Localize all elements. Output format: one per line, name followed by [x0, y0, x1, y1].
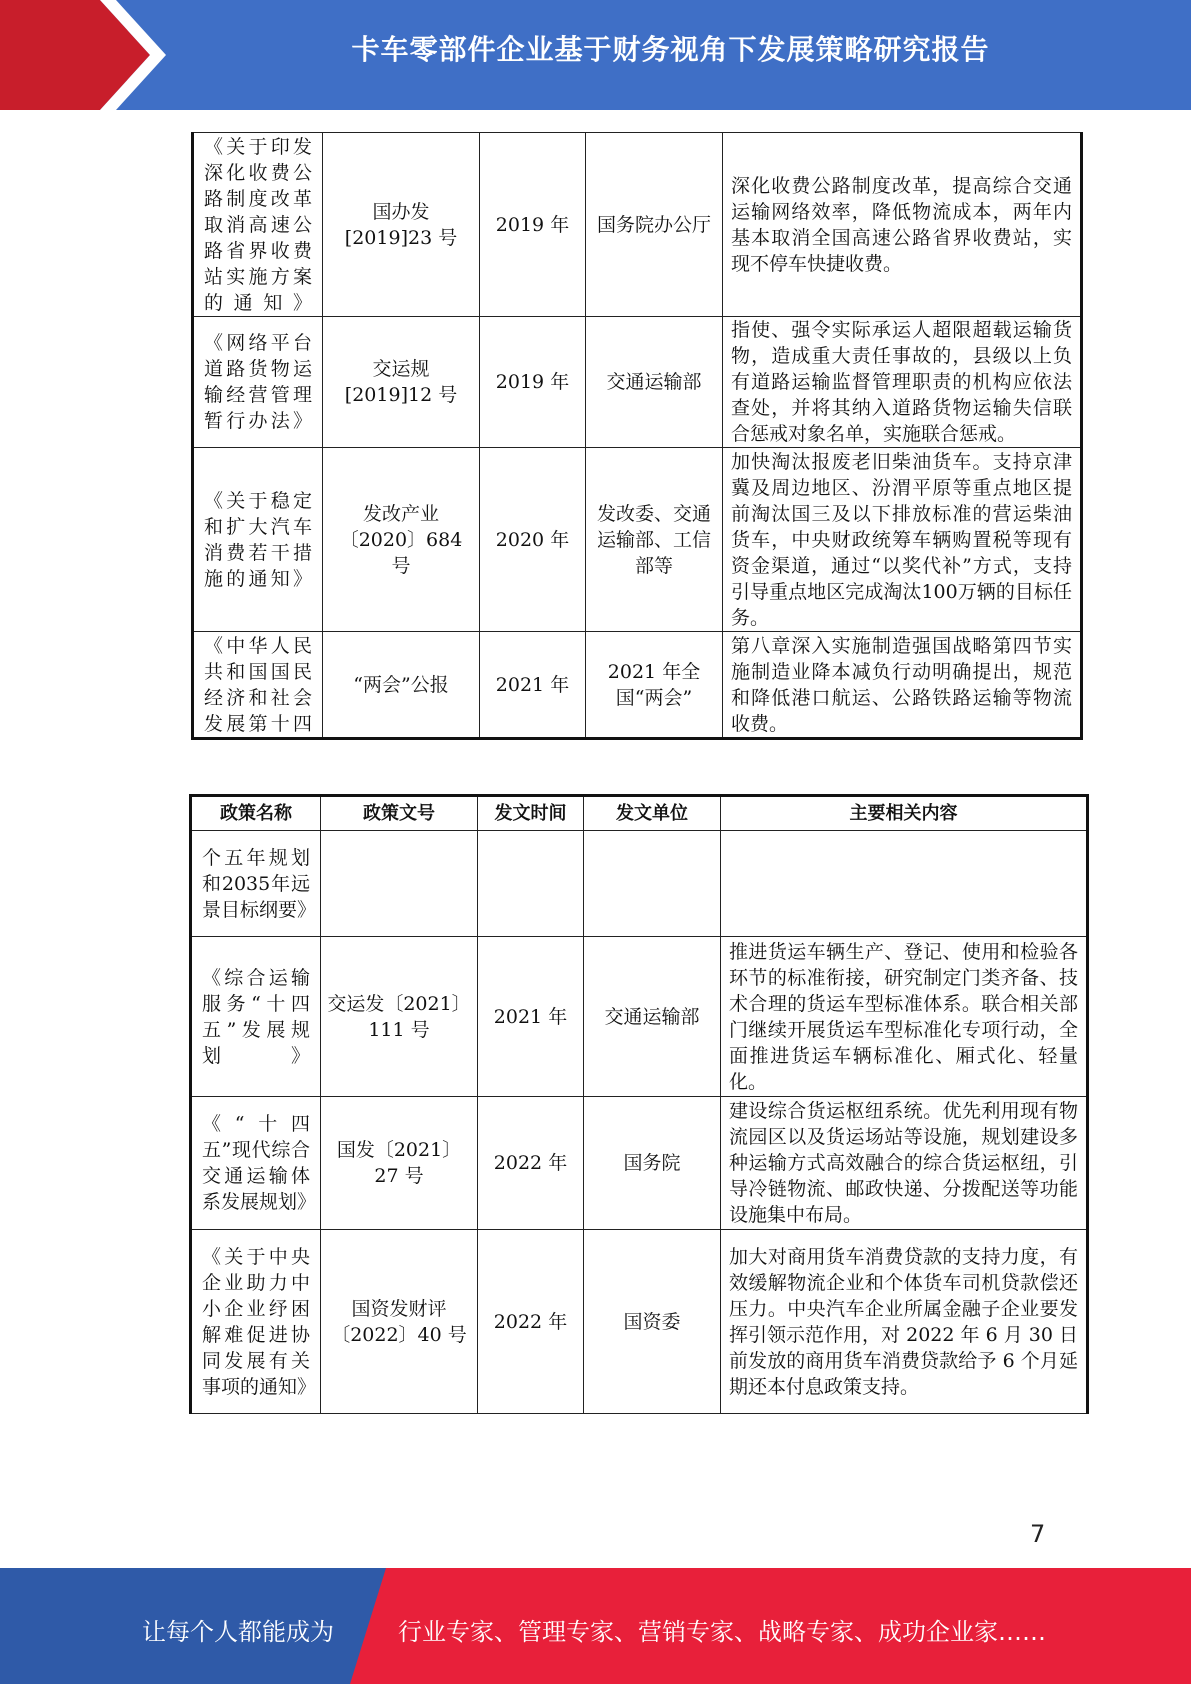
issue-year-cell	[478, 831, 584, 937]
policy-table	[189, 794, 1089, 1414]
issuer-cell	[584, 831, 721, 937]
doc-number-cell: 交运发〔2021〕111 号	[321, 937, 478, 1097]
doc-number-cell: 国办发[2019]23 号	[323, 133, 480, 317]
issue-year-cell: 2022 年	[478, 1097, 584, 1230]
table-row	[193, 317, 1082, 448]
table-header-row	[191, 796, 1088, 831]
content-cell: 推进货运车辆生产、登记、使用和检验各环节的标准衔接，研究制定门类齐备、技术合理的货运车型标准体系。联合相关部门继续开展货运车型标准化专项行动，全面推进货运车辆标准化、厢式化、轻量化。	[721, 937, 1088, 1097]
issue-year-cell: 2019 年	[480, 317, 586, 448]
policy-name-cell: 《中华人民共和国国民经济和社会发展第十四	[193, 632, 323, 739]
table-row	[193, 632, 1082, 739]
policy-table-continued	[191, 132, 1083, 740]
table-row	[193, 133, 1082, 317]
issuer-cell: 发改委、交通运输部、工信部等	[586, 448, 723, 632]
table-row	[191, 1097, 1088, 1230]
table-row	[193, 448, 1082, 632]
report-title: 卡车零部件企业基于财务视角下发展策略研究报告	[351, 33, 990, 66]
doc-number-cell: 国资发财评〔2022〕40 号	[321, 1230, 478, 1414]
page-header	[0, 0, 1191, 110]
footer-slogan-left: 让每个人都能成为	[142, 1618, 334, 1646]
table-row	[191, 1230, 1088, 1414]
issue-year-cell: 2021 年	[480, 632, 586, 739]
policy-name-cell: 《关于稳定和扩大汽车消费若干措施的通知》	[193, 448, 323, 632]
issue-year-cell: 2022 年	[478, 1230, 584, 1414]
table-row	[191, 831, 1088, 937]
issuer-cell: 国务院	[584, 1097, 721, 1230]
page-footer	[0, 1568, 1191, 1684]
policy-name-cell: 《网络平台道路货物运输经营管理暂行办法》	[193, 317, 323, 448]
issuer-cell: 国资委	[584, 1230, 721, 1414]
column-header-name: 政策名称	[191, 796, 321, 831]
issue-year-cell: 2019 年	[480, 133, 586, 317]
issuer-cell: 交通运输部	[584, 937, 721, 1097]
issuer-cell: 国务院办公厅	[586, 133, 723, 317]
issue-year-cell: 2021 年	[478, 937, 584, 1097]
footer-slogan-right: 行业专家、管理专家、营销专家、战略专家、成功企业家……	[398, 1618, 1046, 1646]
content-cell: 加快淘汰报废老旧柴油货车。支持京津冀及周边地区、汾渭平原等重点地区提前淘汰国三及以下排放标准的营运柴油货车，中央财政统筹车辆购置税等现有资金渠道，通过“以奖代补”方式，支持引导重点地区完成淘汰100万辆的目标任务。	[723, 448, 1082, 632]
column-header-year: 发文时间	[478, 796, 584, 831]
doc-number-cell: 发改产业〔2020〕684 号	[323, 448, 480, 632]
doc-number-cell	[321, 831, 478, 937]
doc-number-cell: “两会”公报	[323, 632, 480, 739]
policy-name-cell: 《关于中央企业助力中小企业纾困解难促进协同发展有关事项的通知》	[191, 1230, 321, 1414]
policy-name-cell: 《综合运输服务“十四五”发展规划》	[191, 937, 321, 1097]
table-row	[191, 937, 1088, 1097]
issuer-cell: 2021 年全国“两会”	[586, 632, 723, 739]
policy-name-cell: 《关于印发深化收费公路制度改革取消高速公路省界收费站实施方案的通知》	[193, 133, 323, 317]
page-number: 7	[1030, 1520, 1046, 1548]
content-cell	[721, 831, 1088, 937]
doc-number-cell: 交运规[2019]12 号	[323, 317, 480, 448]
content-cell: 第八章深入实施制造强国战略第四节实施制造业降本减负行动明确提出，规范和降低港口航运、公路铁路运输等物流收费。	[723, 632, 1082, 739]
column-header-doc-number: 政策文号	[321, 796, 478, 831]
content-cell: 深化收费公路制度改革，提高综合交通运输网络效率，降低物流成本，两年内基本取消全国高速公路省界收费站，实现不停车快捷收费。	[723, 133, 1082, 317]
content-cell: 指使、强令实际承运人超限超载运输货物，造成重大责任事故的，县级以上负有道路运输监督管理职责的机构应依法查处，并将其纳入道路货物运输失信联合惩戒对象名单，实施联合惩戒。	[723, 317, 1082, 448]
doc-number-cell: 国发〔2021〕27 号	[321, 1097, 478, 1230]
content-cell: 建设综合货运枢纽系统。优先利用现有物流园区以及货运场站等设施，规划建设多种运输方式高效融合的综合货运枢纽，引导冷链物流、邮政快递、分拨配送等功能设施集中布局。	[721, 1097, 1088, 1230]
policy-name-cell: 个五年规划和2035年远景目标纲要》	[191, 831, 321, 937]
issuer-cell: 交通运输部	[586, 317, 723, 448]
content-cell: 加大对商用货车消费贷款的支持力度，有效缓解物流企业和个体货车司机贷款偿还压力。中央汽车企业所属金融子企业要发挥引领示范作用，对 2022 年 6 月 30 日前发放的商用货车消费贷款给予 6 个月延期还本付息政策支持。	[721, 1230, 1088, 1414]
column-header-issuer: 发文单位	[584, 796, 721, 831]
column-header-content: 主要相关内容	[721, 796, 1088, 831]
issue-year-cell: 2020 年	[480, 448, 586, 632]
policy-name-cell: 《“十四五”现代综合交通运输体系发展规划》	[191, 1097, 321, 1230]
